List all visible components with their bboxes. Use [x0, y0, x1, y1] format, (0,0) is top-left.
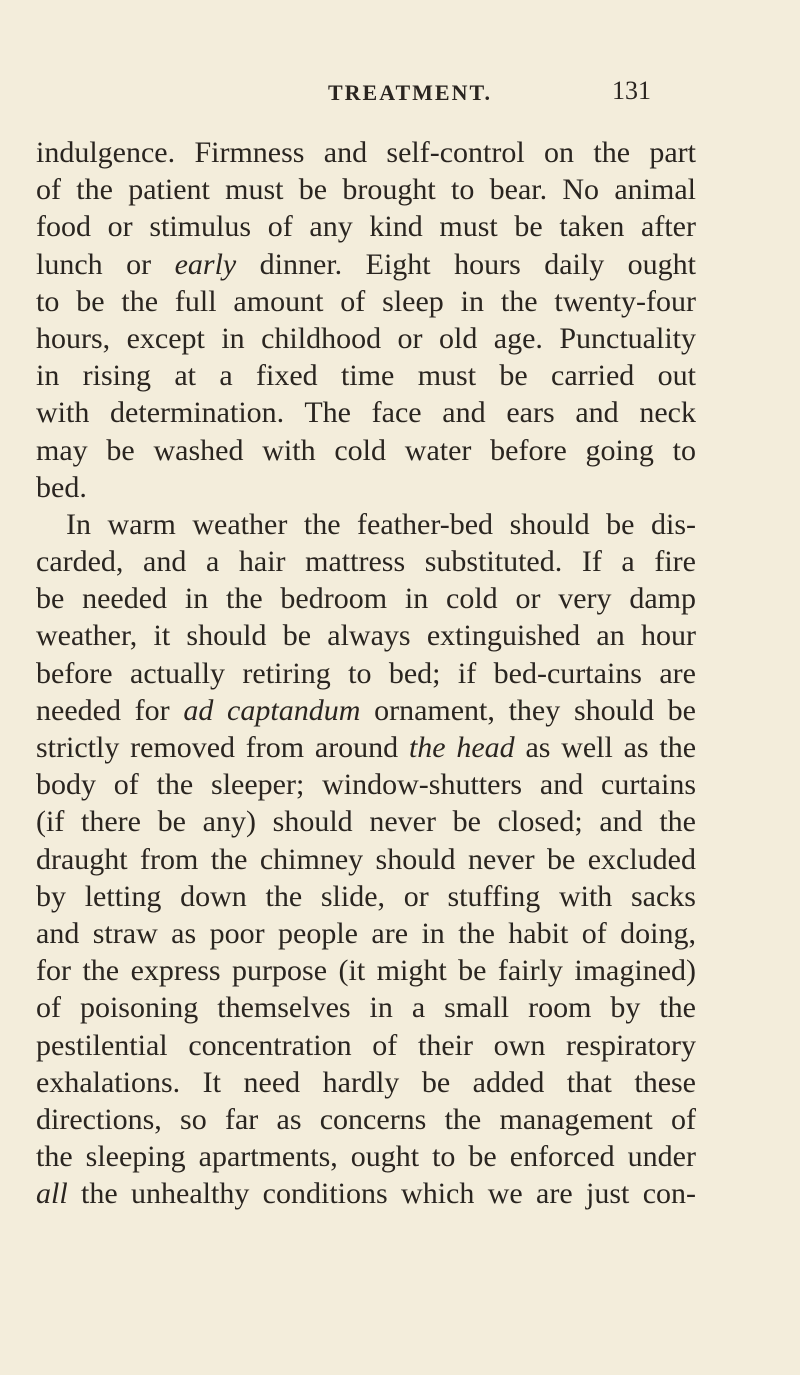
text-line: directions, so far as concerns the management of — [36, 1102, 696, 1136]
page-number: 131 — [612, 76, 651, 105]
text-line: body of the sleeper; window-shutters and curtains — [36, 768, 696, 802]
italic-text: early — [174, 247, 237, 281]
text-line: In warm weather the feather-bed should be dis- — [66, 507, 696, 541]
text-line: strictly removed from around the head as well as the — [36, 731, 697, 764]
text-line: weather, it should be always extinguished an hour — [36, 619, 696, 653]
text-line: draught from the chimney should never be excluded — [36, 842, 696, 876]
text-line: food or stimulus of any kind must be taken after — [36, 210, 696, 244]
text-line: for the express purpose (it might be fairly imagined) — [36, 954, 696, 988]
text-line: in rising at a fixed time must be carried out — [36, 359, 696, 393]
italic-text: all — [36, 1177, 68, 1211]
text-line: indulgence. Firmness and self-control on the part — [36, 136, 696, 169]
text-line: carded, and a hair mattress substituted. If a fire — [36, 545, 696, 579]
text-line: to be the full amount of sleep in the twenty-four — [36, 284, 696, 318]
text-line: hours, except in childhood or old age. Punctuality — [36, 321, 696, 355]
italic-text: the head — [408, 731, 515, 764]
running-head: TREATMENT. — [327, 80, 493, 105]
text-line: of poisoning themselves in a small room by the — [36, 991, 696, 1025]
text-line: of the patient must be brought to bear. No animal — [36, 173, 696, 207]
text-line: with determination. The face and ears and neck — [36, 396, 696, 430]
text-line: exhalations. It need hardly be added that these — [36, 1065, 696, 1099]
text-line: needed for ad captandum ornament, they should be — [36, 693, 696, 727]
text-line: the sleeping apartments, ought to be enforced under — [36, 1140, 696, 1174]
text-line: bed. — [36, 470, 87, 504]
text-line: before actually retiring to bed; if bed-curtains are — [36, 656, 696, 690]
text-line: pestilential concentration of their own respiratory — [36, 1028, 696, 1062]
text-line: (if there be any) should never be closed; and the — [36, 805, 696, 839]
text-line: may be washed with cold water before going to — [36, 433, 696, 467]
text-line: by letting down the slide, or stuffing with sacks — [36, 879, 696, 913]
body-text — [36, 134, 696, 1212]
text-line: be needed in the bedroom in cold or very damp — [36, 582, 696, 616]
text-line: lunch or early dinner. Eight hours daily ought — [36, 247, 697, 281]
text-line: and straw as poor people are in the habit of doing, — [36, 916, 696, 950]
text-line: all the unhealthy conditions which we are just con- — [36, 1177, 696, 1211]
italic-text: ad captandum — [183, 693, 361, 727]
